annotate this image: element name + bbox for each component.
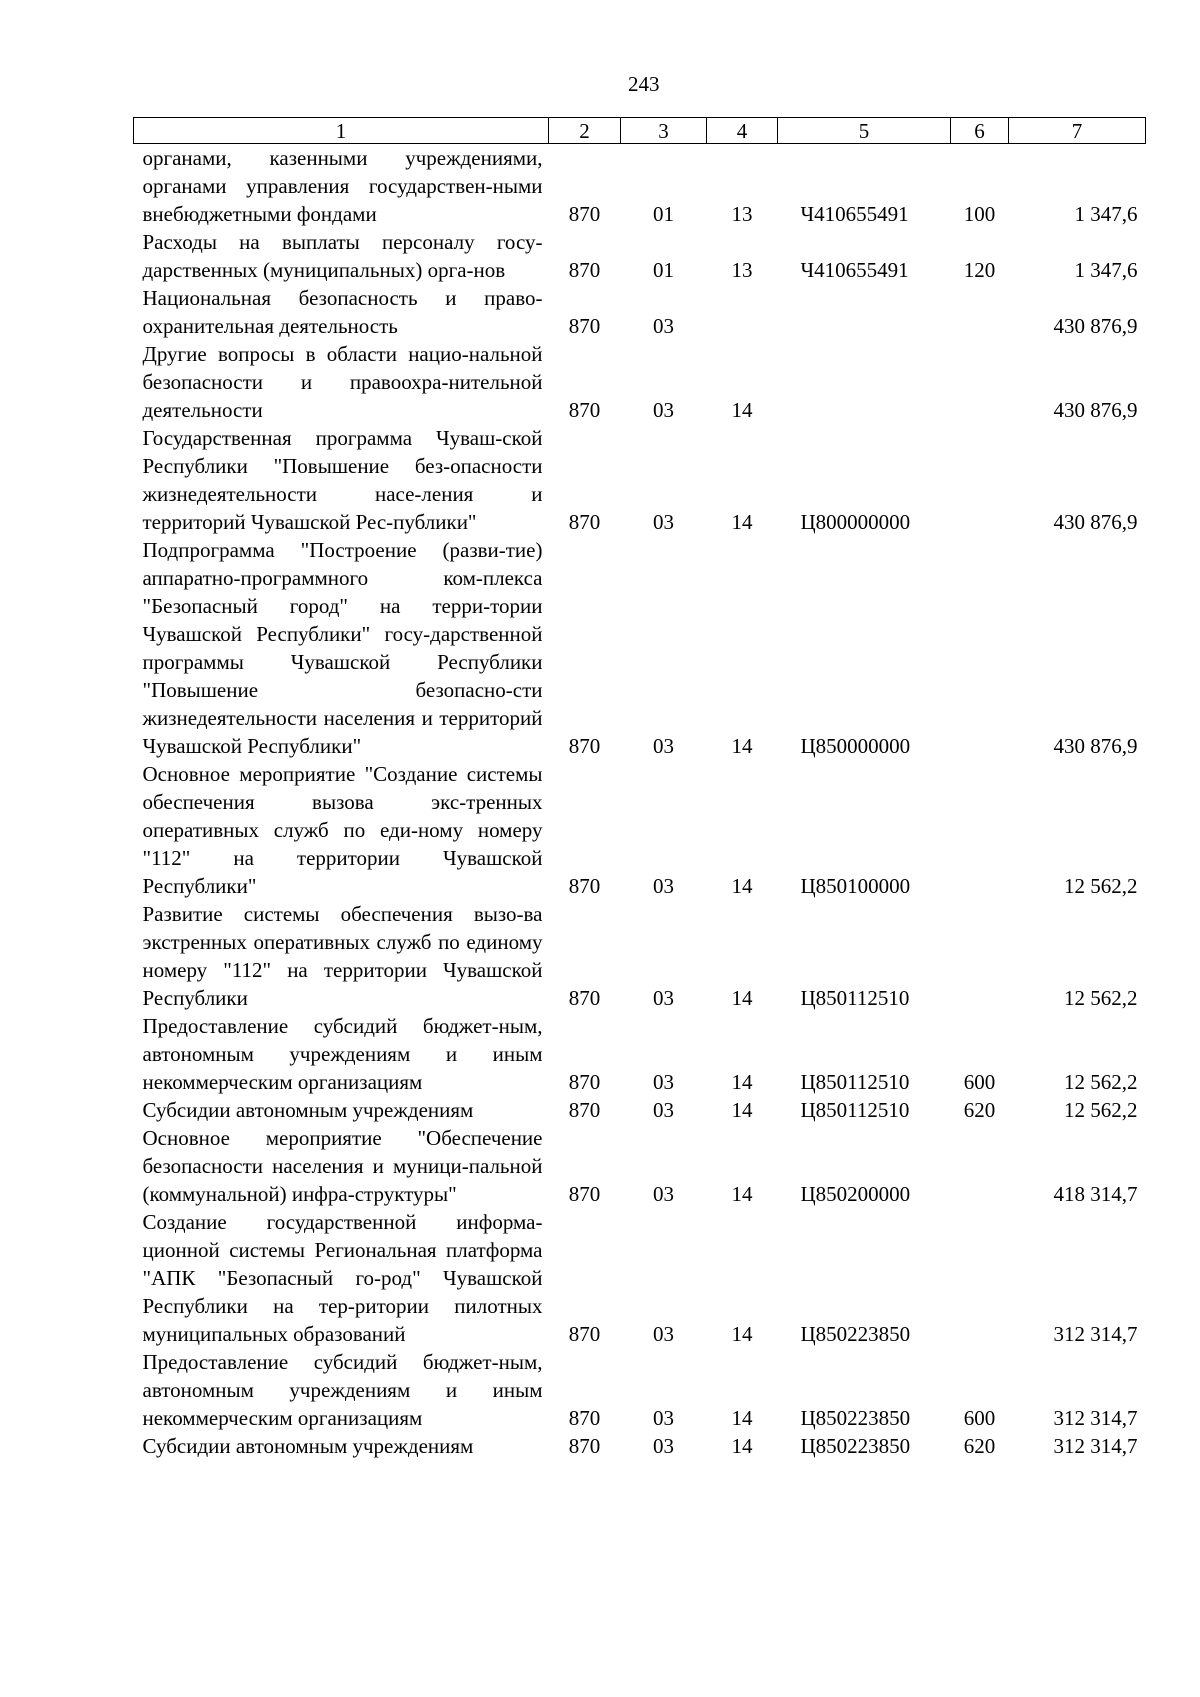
row-glava: 870 [568, 1406, 601, 1430]
row-podrazdel: 14 [731, 874, 753, 898]
header-col-5: 5 [778, 118, 951, 144]
row-amount: 12 562,2 [1064, 986, 1138, 1010]
row-glava: 870 [568, 398, 601, 422]
row-podrazdel: 14 [731, 1182, 753, 1206]
row-amount: 12 562,2 [1064, 1070, 1138, 1094]
row-name: Предоставление субсидий бюджет-ным, автономным учреждениям и иным некоммерческим организациям [142, 1014, 543, 1094]
table-row [134, 760, 1146, 900]
table-row [134, 1096, 1146, 1124]
row-name: Основное мероприятие "Обеспечение безопасности населения и муници-пальной (коммунальной) инфра-структуры" [142, 1126, 543, 1206]
row-glava: 870 [568, 510, 601, 534]
row-podrazdel: 14 [731, 1434, 753, 1458]
row-expense-type: 600 [963, 1406, 996, 1430]
row-podrazdel: 13 [731, 258, 753, 282]
row-amount: 12 562,2 [1064, 874, 1138, 898]
row-amount: 430 876,9 [1053, 510, 1138, 534]
header-col-4: 4 [707, 118, 778, 144]
table-row [134, 1432, 1146, 1460]
row-amount: 312 314,7 [1053, 1322, 1138, 1346]
row-glava: 870 [568, 986, 601, 1010]
row-podrazdel: 14 [731, 986, 753, 1010]
row-expense-type [951, 340, 1009, 424]
row-target-article: Ц850112510 [800, 1098, 910, 1122]
row-target-article: Ц850223850 [800, 1406, 911, 1430]
row-podrazdel: 14 [731, 510, 753, 534]
row-target-article: Ц850223850 [800, 1434, 911, 1458]
table-row [134, 900, 1146, 1012]
row-target-article: Ц850112510 [800, 986, 910, 1010]
header-col-2: 2 [549, 118, 621, 144]
row-name: органами, казенными учреждениями, органами управления государствен-ными внебюджетными фондами [142, 146, 543, 226]
row-expense-type [951, 536, 1009, 760]
header-col-7: 7 [1009, 118, 1146, 144]
header-col-1: 1 [134, 118, 549, 144]
row-podrazdel: 14 [731, 734, 753, 758]
row-name: Основное мероприятие "Создание системы обеспечения вызова экс-тренных оперативных служб по еди-ному номеру "112" на территории Чувашской Республики" [142, 762, 543, 898]
row-name: Создание государственной информа-ционной системы Региональная платформа "АПК "Безопасный го-род" Чувашской Республики на тер-ритории пилотных муниципальных образований [142, 1210, 543, 1346]
row-expense-type [951, 284, 1009, 340]
row-amount: 418 314,7 [1053, 1182, 1138, 1206]
row-razdel: 03 [653, 314, 674, 338]
row-target-article: Ч410655491 [800, 202, 909, 226]
table-row [134, 1208, 1146, 1348]
row-razdel: 03 [653, 398, 674, 422]
row-razdel: 03 [653, 986, 674, 1010]
row-expense-type: 100 [963, 202, 996, 226]
row-glava: 870 [568, 1322, 601, 1346]
row-razdel: 03 [653, 1070, 674, 1094]
row-podrazdel: 14 [731, 1406, 753, 1430]
table-row [134, 340, 1146, 424]
header-row [134, 118, 1146, 144]
row-expense-type [951, 1124, 1009, 1208]
table-row [134, 1124, 1146, 1208]
row-podrazdel: 13 [731, 202, 753, 226]
row-expense-type: 620 [963, 1434, 996, 1458]
row-razdel: 03 [653, 1182, 674, 1206]
row-razdel: 03 [653, 734, 674, 758]
row-glava: 870 [568, 1070, 601, 1094]
row-name: Субсидии автономным учреждениям [142, 1434, 474, 1458]
row-glava: 870 [568, 1182, 601, 1206]
table-row [134, 1012, 1146, 1096]
row-amount: 1 347,6 [1074, 202, 1138, 226]
row-target-article [778, 284, 951, 340]
row-name: Развитие системы обеспечения вызо-ва экстренных оперативных служб по единому номеру "112" на территории Чувашской Республики [142, 902, 543, 1010]
row-razdel: 03 [653, 1098, 674, 1122]
table-row [134, 1348, 1146, 1432]
row-glava: 870 [568, 734, 601, 758]
row-name: Национальная безопасность и право-охранительная деятельность [142, 286, 543, 338]
row-name: Подпрограмма "Построение (разви-тие) аппаратно-программного ком-плекса "Безопасный город" на терри-тории Чувашской Республики" госу-дарственной программы Чувашской Республики "Повышение безопасно-сти жизнедеятельности населения и территорий Чувашской Республики" [142, 538, 543, 758]
row-target-article: Ц850112510 [800, 1070, 910, 1094]
row-name: Государственная программа Чуваш-ской Республики "Повышение без-опасности жизнедеятельности насе-ления и территорий Чувашской Рес-публики" [142, 426, 543, 534]
row-target-article: Ц850100000 [800, 874, 911, 898]
row-podrazdel [707, 284, 778, 340]
budget-table [133, 117, 1146, 1460]
row-podrazdel: 14 [731, 1322, 753, 1346]
row-name: Другие вопросы в области нацио-нальной безопасности и правоохра-нительной деятельности [142, 342, 543, 422]
table-row [134, 144, 1146, 229]
row-expense-type [951, 900, 1009, 1012]
row-target-article: Ц850223850 [800, 1322, 911, 1346]
row-target-article: Ц800000000 [800, 510, 911, 534]
row-razdel: 03 [653, 1434, 674, 1458]
table-header [134, 118, 1146, 144]
row-expense-type [951, 760, 1009, 900]
row-target-article: Ц850200000 [800, 1182, 911, 1206]
row-amount: 1 347,6 [1074, 258, 1138, 282]
row-amount: 312 314,7 [1053, 1406, 1138, 1430]
row-amount: 430 876,9 [1053, 734, 1138, 758]
table-row [134, 284, 1146, 340]
row-name: Субсидии автономным учреждениям [142, 1098, 474, 1122]
row-target-article: Ч410655491 [800, 258, 909, 282]
row-expense-type: 620 [963, 1098, 996, 1122]
row-razdel: 03 [653, 510, 674, 534]
row-amount: 12 562,2 [1064, 1098, 1138, 1122]
row-glava: 870 [568, 874, 601, 898]
header-col-6: 6 [951, 118, 1009, 144]
row-expense-type [951, 424, 1009, 536]
row-razdel: 01 [653, 202, 674, 226]
row-amount: 430 876,9 [1053, 314, 1138, 338]
row-target-article: Ц850000000 [800, 734, 911, 758]
row-expense-type: 120 [963, 258, 996, 282]
page-number: 243 [628, 72, 660, 96]
row-expense-type [951, 1208, 1009, 1348]
row-glava: 870 [568, 1098, 601, 1122]
table-row [134, 228, 1146, 284]
row-glava: 870 [568, 258, 601, 282]
table-row [134, 536, 1146, 760]
table-body [134, 144, 1146, 1461]
row-podrazdel: 14 [731, 1098, 753, 1122]
header-col-3: 3 [621, 118, 707, 144]
row-glava: 870 [568, 1434, 601, 1458]
table-row [134, 424, 1146, 536]
row-glava: 870 [568, 314, 601, 338]
row-podrazdel: 14 [731, 1070, 753, 1094]
row-razdel: 01 [653, 258, 674, 282]
row-podrazdel: 14 [731, 398, 753, 422]
row-razdel: 03 [653, 874, 674, 898]
row-name: Расходы на выплаты персоналу госу-дарственных (муниципальных) орга-нов [142, 230, 543, 282]
row-razdel: 03 [653, 1406, 674, 1430]
row-razdel: 03 [653, 1322, 674, 1346]
row-amount: 312 314,7 [1053, 1434, 1138, 1458]
row-glava: 870 [568, 202, 601, 226]
row-amount: 430 876,9 [1053, 398, 1138, 422]
row-target-article [778, 340, 951, 424]
row-expense-type: 600 [963, 1070, 996, 1094]
row-name: Предоставление субсидий бюджет-ным, автономным учреждениям и иным некоммерческим организациям [142, 1350, 543, 1430]
